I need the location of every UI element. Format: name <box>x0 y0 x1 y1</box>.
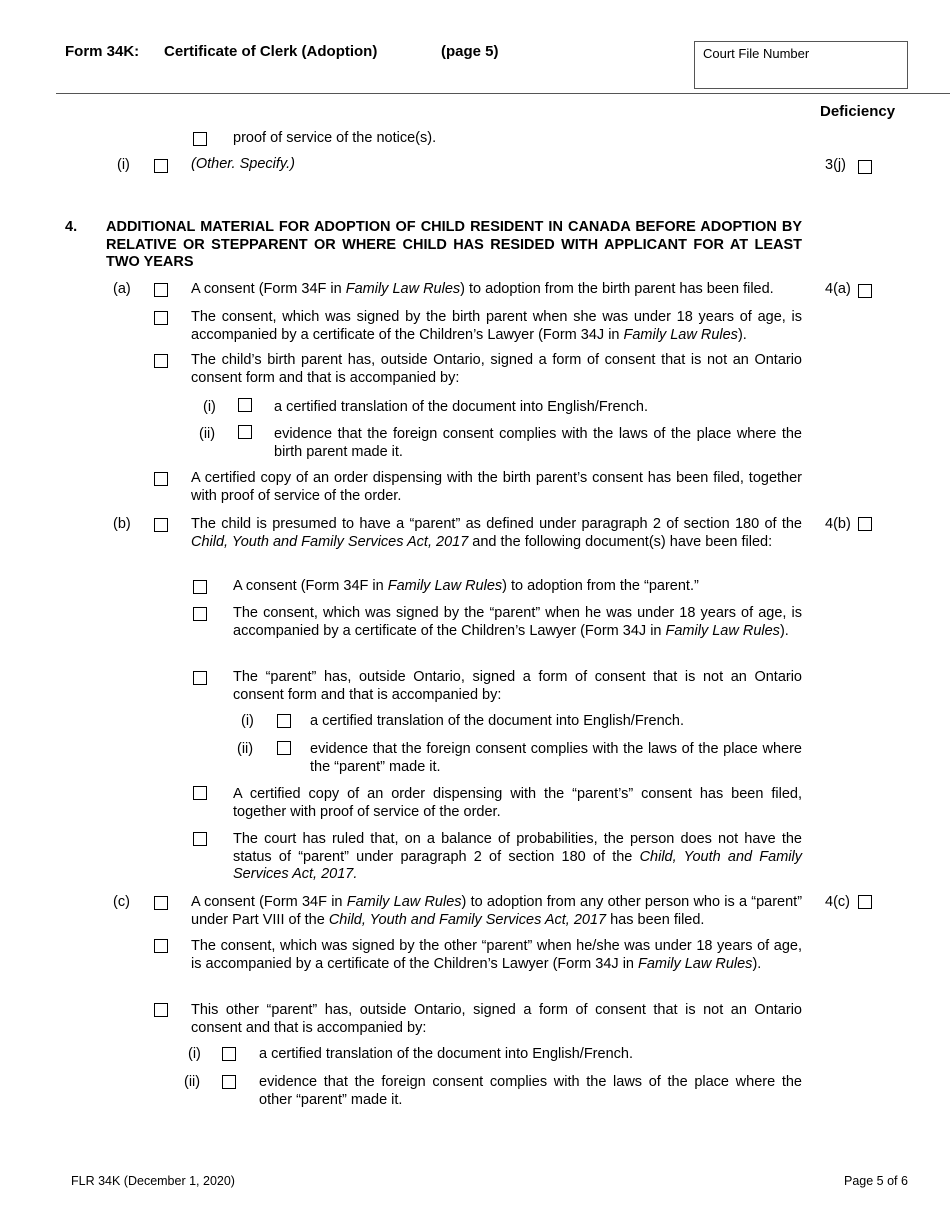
4b-evidence-checkbox[interactable] <box>277 741 291 755</box>
deficiency-checkbox-4a[interactable] <box>858 284 872 298</box>
4a-under18-checkbox[interactable] <box>154 311 168 325</box>
4b-under18-checkbox[interactable] <box>193 607 207 621</box>
court-file-number-field[interactable] <box>694 41 908 89</box>
4b-outside-ontario-checkbox[interactable] <box>193 671 207 685</box>
item-3j-label: (i) <box>117 157 130 173</box>
4a-consent-text: A consent (Form 34F in Family Law Rules) to adoption from the birth parent has been filed. <box>191 281 774 297</box>
4a-evidence-text: evidence that the foreign consent complies with the laws of the place where the birth parent made it. <box>274 426 802 460</box>
section-4-heading: ADDITIONAL MATERIAL FOR ADOPTION OF CHILD RESIDENT IN CANADA BEFORE ADOPTION BY RELATIVE OR STEPPARENT OR WHERE CHILD HAS RESIDED WITH APPLICANT FOR AT LEAST TWO YEARS <box>106 219 802 270</box>
deficiency-heading: Deficiency <box>820 103 896 120</box>
4b-outside-ontario-text: The “parent” has, outside Ontario, signed a form of consent that is not an Ontario consent form and that is accompanied by: <box>233 669 802 703</box>
4c-translation-text: a certified translation of the document into English/French. <box>259 1046 633 1062</box>
4c-translation-checkbox[interactable] <box>222 1047 236 1061</box>
4b-sub-ii-label: (ii) <box>237 741 254 757</box>
4b-consent-checkbox[interactable] <box>193 580 207 594</box>
section-4-number: 4. <box>65 219 78 235</box>
4a-dispensing-text: A certified copy of an order dispensing with the birth parent’s consent has been filed, together with proof of service of the order. <box>191 470 802 504</box>
4a-consent-checkbox[interactable] <box>154 283 168 297</box>
4b-translation-checkbox[interactable] <box>277 714 291 728</box>
deficiency-code-4b: 4(b) <box>825 516 851 532</box>
header-divider <box>56 93 950 94</box>
item-4c-label: (c) <box>113 894 130 910</box>
deficiency-checkbox-3j[interactable] <box>858 160 872 174</box>
4b-court-ruled-text: The court has ruled that, on a balance of probabilities, the person does not have the status of “parent” under paragraph 2 of section 180 of the Child, Youth and Family Services Act, 2017. <box>233 831 802 882</box>
4c-consent-text: A consent (Form 34F in Family Law Rules) to adoption from any other person who is a “parent” under Part VIII of the Child, Youth and Family Services Act, 2017 has been filed. <box>191 894 803 928</box>
other-specify-checkbox[interactable] <box>154 159 168 173</box>
4a-under18-text: The consent, which was signed by the birth parent when she was under 18 years of age, is accompanied by a certificate of the Children’s Lawyer (Form 34J in Family Law Rules). <box>191 309 802 343</box>
4b-under18-text: The consent, which was signed by the “parent” when he was under 18 years of age, is accompanied by a certificate of the Children’s Lawyer (Form 34J in Family Law Rules). <box>233 605 802 639</box>
4b-evidence-text: evidence that the foreign consent complies with the laws of the place where the “parent” made it. <box>310 741 802 775</box>
4b-sub-i-label: (i) <box>241 713 254 729</box>
form-number: Form 34K: <box>65 43 140 60</box>
item-4b-label: (b) <box>113 516 131 532</box>
4c-evidence-checkbox[interactable] <box>222 1075 236 1089</box>
4c-sub-i-label: (i) <box>188 1046 201 1062</box>
footer-form-code: FLR 34K (December 1, 2020) <box>71 1174 235 1188</box>
4a-outside-ontario-text: The child’s birth parent has, outside Ontario, signed a form of consent that is not an Ontario consent form and that is accompanied by: <box>191 352 802 386</box>
item-4a-label: (a) <box>113 281 131 297</box>
proof-of-service-text: proof of service of the notice(s). <box>233 130 437 146</box>
4c-outside-ontario-text: This other “parent” has, outside Ontario, signed a form of consent that is not an Ontario consent and that is accompanied by: <box>191 1002 802 1036</box>
4b-dispensing-checkbox[interactable] <box>193 786 207 800</box>
proof-of-service-checkbox[interactable] <box>193 132 207 146</box>
4a-translation-checkbox[interactable] <box>238 398 252 412</box>
deficiency-code-4c: 4(c) <box>825 894 850 910</box>
other-specify-text: (Other. Specify.) <box>191 156 295 172</box>
4a-sub-ii-label: (ii) <box>199 426 216 442</box>
footer-page-number: Page 5 of 6 <box>844 1174 908 1188</box>
4b-dispensing-text: A certified copy of an order dispensing with the “parent’s” consent has been filed, together with proof of service of the order. <box>233 786 802 820</box>
4a-dispensing-checkbox[interactable] <box>154 472 168 486</box>
page-label: (page 5) <box>441 43 499 60</box>
4c-under18-text: The consent, which was signed by the other “parent” when he/she was under 18 years of age, is accompanied by a certificate of the Children’s Lawyer (Form 34J in Family Law Rules). <box>191 938 802 972</box>
4a-outside-ontario-checkbox[interactable] <box>154 354 168 368</box>
4c-under18-checkbox[interactable] <box>154 939 168 953</box>
4a-evidence-checkbox[interactable] <box>238 425 252 439</box>
form-title: Certificate of Clerk (Adoption) <box>164 43 378 60</box>
4c-consent-checkbox[interactable] <box>154 896 168 910</box>
deficiency-code-3j: 3(j) <box>825 157 846 173</box>
4a-sub-i-label: (i) <box>203 399 216 415</box>
4c-evidence-text: evidence that the foreign consent complies with the laws of the place where the other “parent” made it. <box>259 1074 802 1108</box>
court-file-number-label: Court File Number <box>703 46 810 61</box>
deficiency-checkbox-4c[interactable] <box>858 895 872 909</box>
4b-translation-text: a certified translation of the document into English/French. <box>310 713 684 729</box>
4c-outside-ontario-checkbox[interactable] <box>154 1003 168 1017</box>
4c-sub-ii-label: (ii) <box>184 1074 201 1090</box>
4a-translation-text: a certified translation of the document into English/French. <box>274 399 648 415</box>
deficiency-checkbox-4b[interactable] <box>858 517 872 531</box>
4b-presumed-parent-checkbox[interactable] <box>154 518 168 532</box>
4b-presumed-parent-text: The child is presumed to have a “parent” as defined under paragraph 2 of section 180 of the Child, Youth and Family Services Act, 2017 and the following document(s) have been filed: <box>191 516 802 550</box>
4b-consent-text: A consent (Form 34F in Family Law Rules) to adoption from the “parent.” <box>233 578 699 594</box>
deficiency-code-4a: 4(a) <box>825 281 851 297</box>
4b-court-ruled-checkbox[interactable] <box>193 832 207 846</box>
